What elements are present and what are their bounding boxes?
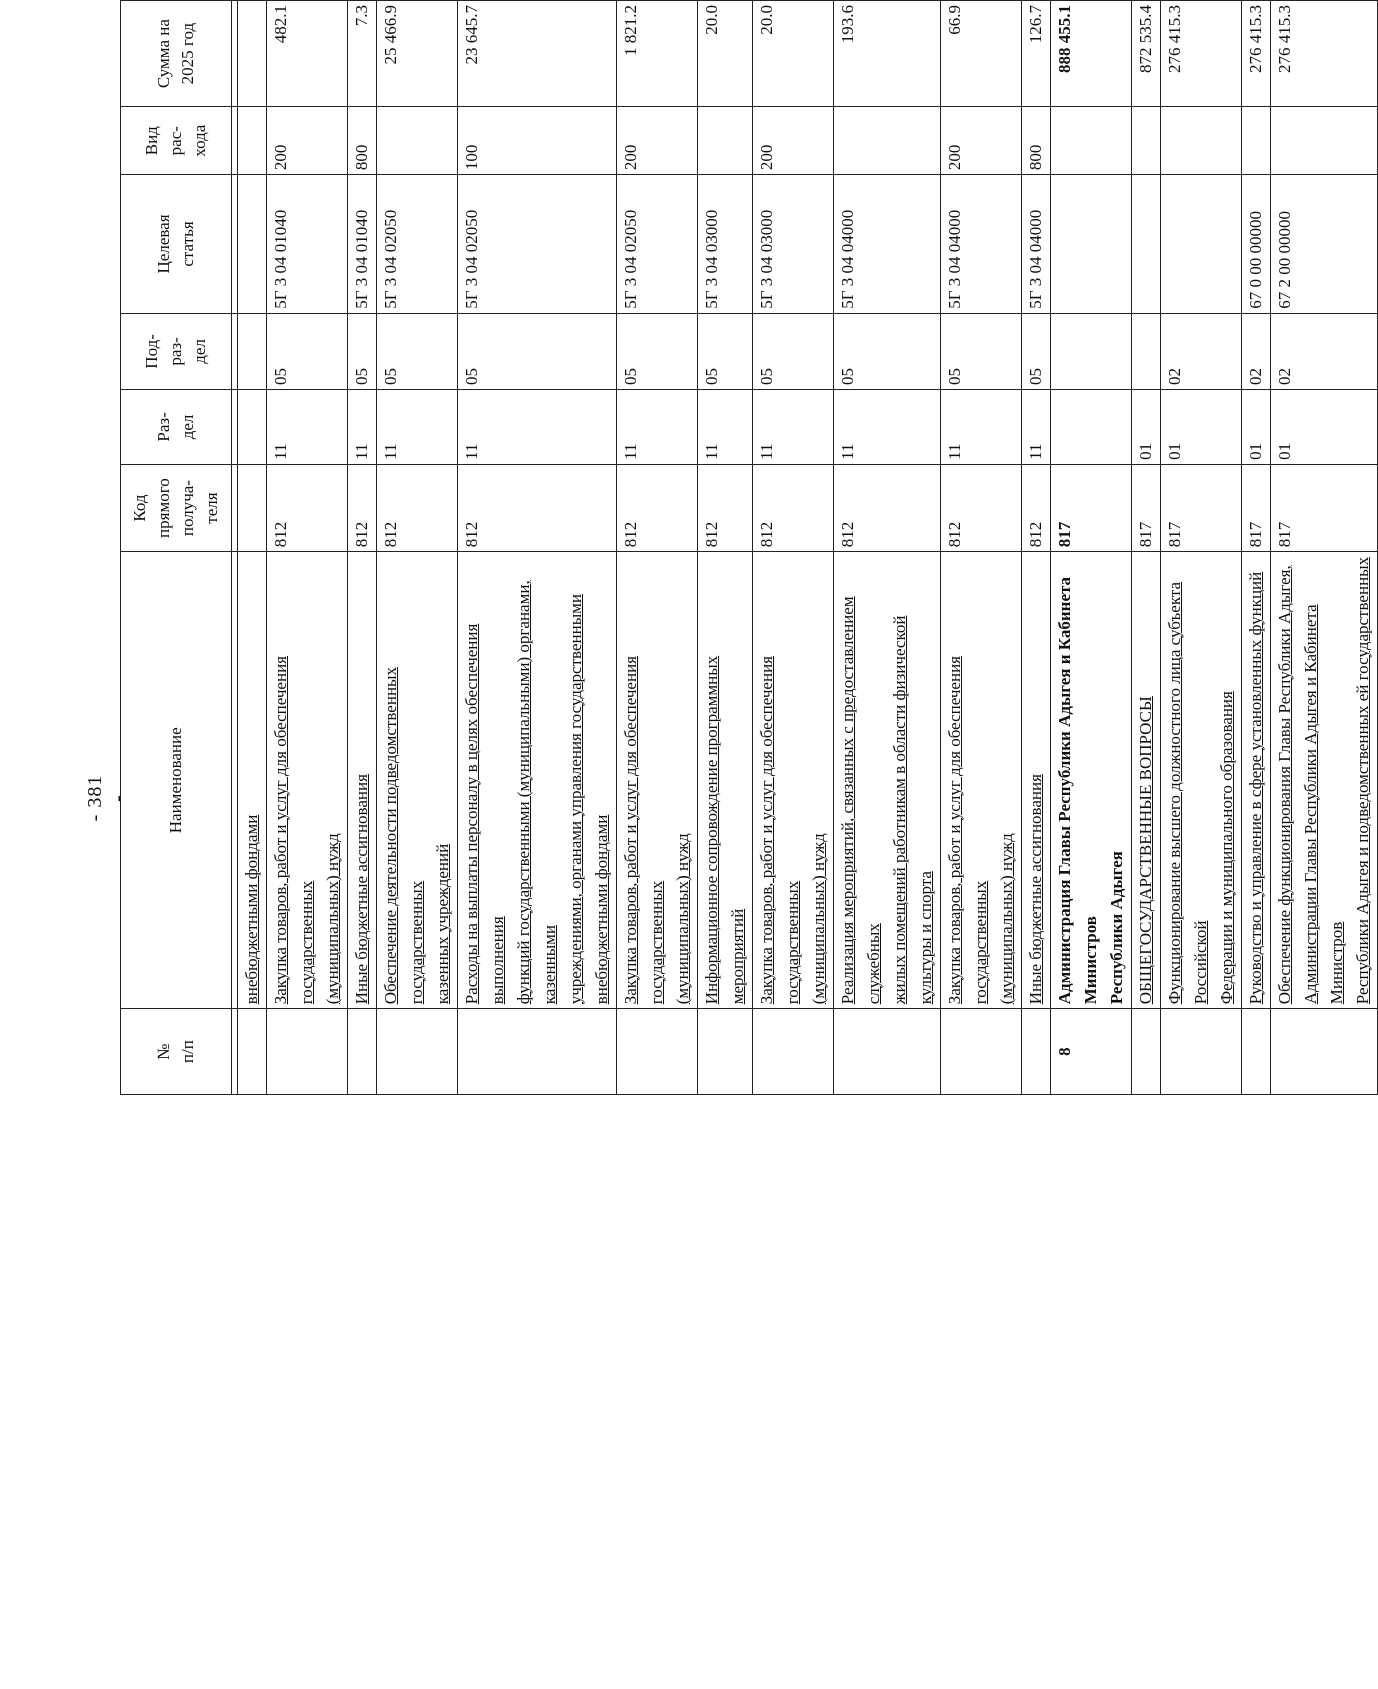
table-row	[1132, 1, 1161, 1095]
table-row	[377, 1, 458, 1095]
cell-recipient	[238, 464, 267, 551]
header-sum: Сумма на 2025 год	[121, 1, 232, 107]
cell-pp	[834, 1009, 941, 1095]
cell-pp	[377, 1009, 458, 1095]
cell-target: 5Г 3 04 03000	[753, 175, 834, 314]
table-row	[1242, 1, 1271, 1095]
header-pp: № п/п	[121, 1009, 232, 1095]
cell-kind: 200	[617, 107, 698, 175]
cell-section: 11	[1022, 389, 1051, 464]
cell-subsection: 05	[458, 313, 617, 389]
cell-sum	[238, 1, 267, 107]
cell-sum: 276 415.3	[1242, 1, 1271, 107]
cell-subsection: 05	[617, 313, 698, 389]
cell-target	[1132, 175, 1161, 314]
cell-target: 67 0 00 00000	[1242, 175, 1271, 314]
cell-kind: 200	[941, 107, 1022, 175]
cell-sum: 276 415.3	[1271, 1, 1378, 107]
cell-recipient: 812	[1022, 464, 1051, 551]
cell-name: внебюджетными фондами	[238, 552, 267, 1009]
cell-pp	[348, 1009, 377, 1095]
cell-pp	[458, 1009, 617, 1095]
cell-kind	[1161, 107, 1242, 175]
cell-section	[238, 389, 267, 464]
cell-sum: 66.9	[941, 1, 1022, 107]
cell-kind: 200	[753, 107, 834, 175]
cell-pp	[238, 1009, 267, 1095]
cell-recipient: 817	[1271, 464, 1378, 551]
cell-subsection	[1132, 313, 1161, 389]
cell-subsection: 05	[698, 313, 753, 389]
cell-sum: 126.7	[1022, 1, 1051, 107]
table-row	[941, 1, 1022, 1095]
cell-target: 5Г 3 04 04000	[941, 175, 1022, 314]
cell-subsection	[238, 313, 267, 389]
cell-pp	[617, 1009, 698, 1095]
cell-name: Закупка товаров, работ и услуг для обеспечения государственных (муниципальных) нужд	[941, 552, 1022, 1009]
cell-pp	[941, 1009, 1022, 1095]
table-row	[1022, 1, 1051, 1095]
cell-sum: 25 466.9	[377, 1, 458, 107]
cell-target	[1051, 175, 1132, 314]
cell-pp	[1271, 1009, 1378, 1095]
cell-name: ОБЩЕГОСУДАРСТВЕННЫЕ ВОПРОСЫ	[1132, 552, 1161, 1009]
cell-target: 5Г 3 04 02050	[377, 175, 458, 314]
cell-recipient: 812	[617, 464, 698, 551]
cell-kind	[1242, 107, 1271, 175]
cell-kind	[698, 107, 753, 175]
cell-subsection: 05	[377, 313, 458, 389]
table-row	[617, 1, 698, 1095]
cell-subsection: 05	[267, 313, 348, 389]
cell-kind	[834, 107, 941, 175]
cell-section: 01	[1132, 389, 1161, 464]
cell-kind	[1051, 107, 1132, 175]
cell-pp	[698, 1009, 753, 1095]
cell-subsection: 02	[1271, 313, 1378, 389]
cell-target: 5Г 3 04 04000	[1022, 175, 1051, 314]
cell-subsection: 05	[348, 313, 377, 389]
budget-table	[120, 0, 1378, 1095]
cell-section: 11	[753, 389, 834, 464]
cell-sum: 1 821.2	[617, 1, 698, 107]
cell-recipient: 817	[1051, 464, 1132, 551]
header-target: Целевая статья	[121, 175, 232, 314]
cell-name: Информационное сопровождение программных мероприятий	[698, 552, 753, 1009]
table-row	[458, 1, 617, 1095]
cell-target	[1161, 175, 1242, 314]
cell-recipient: 812	[834, 464, 941, 551]
cell-kind: 800	[1022, 107, 1051, 175]
cell-name: Реализация мероприятий, связанных с предоставлением служебных жилых помещений работникам в области физической культуры и спорта	[834, 552, 941, 1009]
table-header-row	[121, 1, 232, 1095]
cell-recipient: 812	[698, 464, 753, 551]
cell-section: 11	[698, 389, 753, 464]
cell-section: 11	[834, 389, 941, 464]
cell-sum: 7.3	[348, 1, 377, 107]
cell-sum: 482.1	[267, 1, 348, 107]
cell-pp: 8	[1051, 1009, 1132, 1095]
cell-section: 01	[1242, 389, 1271, 464]
cell-section: 01	[1271, 389, 1378, 464]
cell-name: Функционирование высшего должностного лица субъекта Российской Федерации и муниципального образования	[1161, 552, 1242, 1009]
cell-target: 67 2 00 00000	[1271, 175, 1378, 314]
cell-recipient: 812	[267, 464, 348, 551]
table-row	[1161, 1, 1242, 1095]
cell-sum: 276 415.3	[1161, 1, 1242, 107]
cell-pp	[753, 1009, 834, 1095]
cell-kind	[1271, 107, 1378, 175]
cell-target: 5Г 3 04 01040	[348, 175, 377, 314]
cell-pp	[1161, 1009, 1242, 1095]
table-row	[834, 1, 941, 1095]
cell-section: 11	[267, 389, 348, 464]
cell-sum: 20.0	[698, 1, 753, 107]
table-row	[1051, 1, 1132, 1095]
cell-name: Администрация Главы Республики Адыгея и Кабинета Министров Республики Адыгея	[1051, 552, 1132, 1009]
table-row	[1271, 1, 1378, 1095]
header-subsection: Под- раз- дел	[121, 313, 232, 389]
cell-recipient: 812	[348, 464, 377, 551]
cell-subsection: 05	[753, 313, 834, 389]
page-number: - 381 -	[84, 774, 129, 822]
cell-kind: 200	[267, 107, 348, 175]
cell-name: Руководство и управление в сфере установленных функций	[1242, 552, 1271, 1009]
cell-pp	[1242, 1009, 1271, 1095]
cell-target: 5Г 3 04 04000	[834, 175, 941, 314]
cell-recipient: 817	[1161, 464, 1242, 551]
table-row	[238, 1, 267, 1095]
table-row	[753, 1, 834, 1095]
header-section: Раз- дел	[121, 389, 232, 464]
cell-section: 11	[377, 389, 458, 464]
cell-target: 5Г 3 04 01040	[267, 175, 348, 314]
cell-subsection: 05	[834, 313, 941, 389]
header-name: Наименование	[121, 552, 232, 1009]
cell-name: Закупка товаров, работ и услуг для обеспечения государственных (муниципальных) нужд	[753, 552, 834, 1009]
table-row	[267, 1, 348, 1095]
table-row	[698, 1, 753, 1095]
cell-recipient: 812	[377, 464, 458, 551]
cell-target: 5Г 3 04 02050	[458, 175, 617, 314]
cell-recipient: 812	[941, 464, 1022, 551]
cell-subsection: 05	[1022, 313, 1051, 389]
cell-recipient: 817	[1242, 464, 1271, 551]
cell-pp	[1132, 1009, 1161, 1095]
cell-section: 11	[458, 389, 617, 464]
cell-sum: 888 455.1	[1051, 1, 1132, 107]
cell-name: Закупка товаров, работ и услуг для обеспечения государственных (муниципальных) нужд	[267, 552, 348, 1009]
cell-kind	[238, 107, 267, 175]
cell-target	[238, 175, 267, 314]
cell-section	[1051, 389, 1132, 464]
cell-section: 01	[1161, 389, 1242, 464]
cell-pp	[267, 1009, 348, 1095]
cell-recipient: 812	[458, 464, 617, 551]
cell-target: 5Г 3 04 02050	[617, 175, 698, 314]
cell-pp	[1022, 1009, 1051, 1095]
cell-sum: 872 535.4	[1132, 1, 1161, 107]
cell-name: Иные бюджетные ассигнования	[1022, 552, 1051, 1009]
cell-subsection: 05	[941, 313, 1022, 389]
cell-name: Обеспечение функционирования Главы Республики Адыгея, Администрации Главы Республики Адыгея и Кабинета Министров Республики Адыгея и подведомственных ей государственных	[1271, 552, 1378, 1009]
header-kind: Вид рас- хода	[121, 107, 232, 175]
cell-subsection: 02	[1242, 313, 1271, 389]
table-body	[238, 1, 1378, 1095]
cell-name: Расходы на выплаты персоналу в целях обеспечения выполнения функций государственными (муниципальными) органами, казенными учреждениями, органами управления государственными внебюджетными фондами	[458, 552, 617, 1009]
cell-recipient: 812	[753, 464, 834, 551]
cell-section: 11	[348, 389, 377, 464]
cell-kind	[377, 107, 458, 175]
cell-target: 5Г 3 04 03000	[698, 175, 753, 314]
cell-sum: 20.0	[753, 1, 834, 107]
cell-subsection: 02	[1161, 313, 1242, 389]
cell-section: 11	[617, 389, 698, 464]
cell-kind: 800	[348, 107, 377, 175]
cell-sum: 23 645.7	[458, 1, 617, 107]
cell-name: Иные бюджетные ассигнования	[348, 552, 377, 1009]
cell-kind	[1132, 107, 1161, 175]
cell-kind: 100	[458, 107, 617, 175]
cell-recipient: 817	[1132, 464, 1161, 551]
header-recipient: Код прямого получа- теля	[121, 464, 232, 551]
cell-subsection	[1051, 313, 1132, 389]
table-row	[348, 1, 377, 1095]
cell-sum: 193.6	[834, 1, 941, 107]
cell-name: Обеспечение деятельности подведомственных государственных казенных учреждений	[377, 552, 458, 1009]
cell-section: 11	[941, 389, 1022, 464]
cell-name: Закупка товаров, работ и услуг для обеспечения государственных (муниципальных) нужд	[617, 552, 698, 1009]
